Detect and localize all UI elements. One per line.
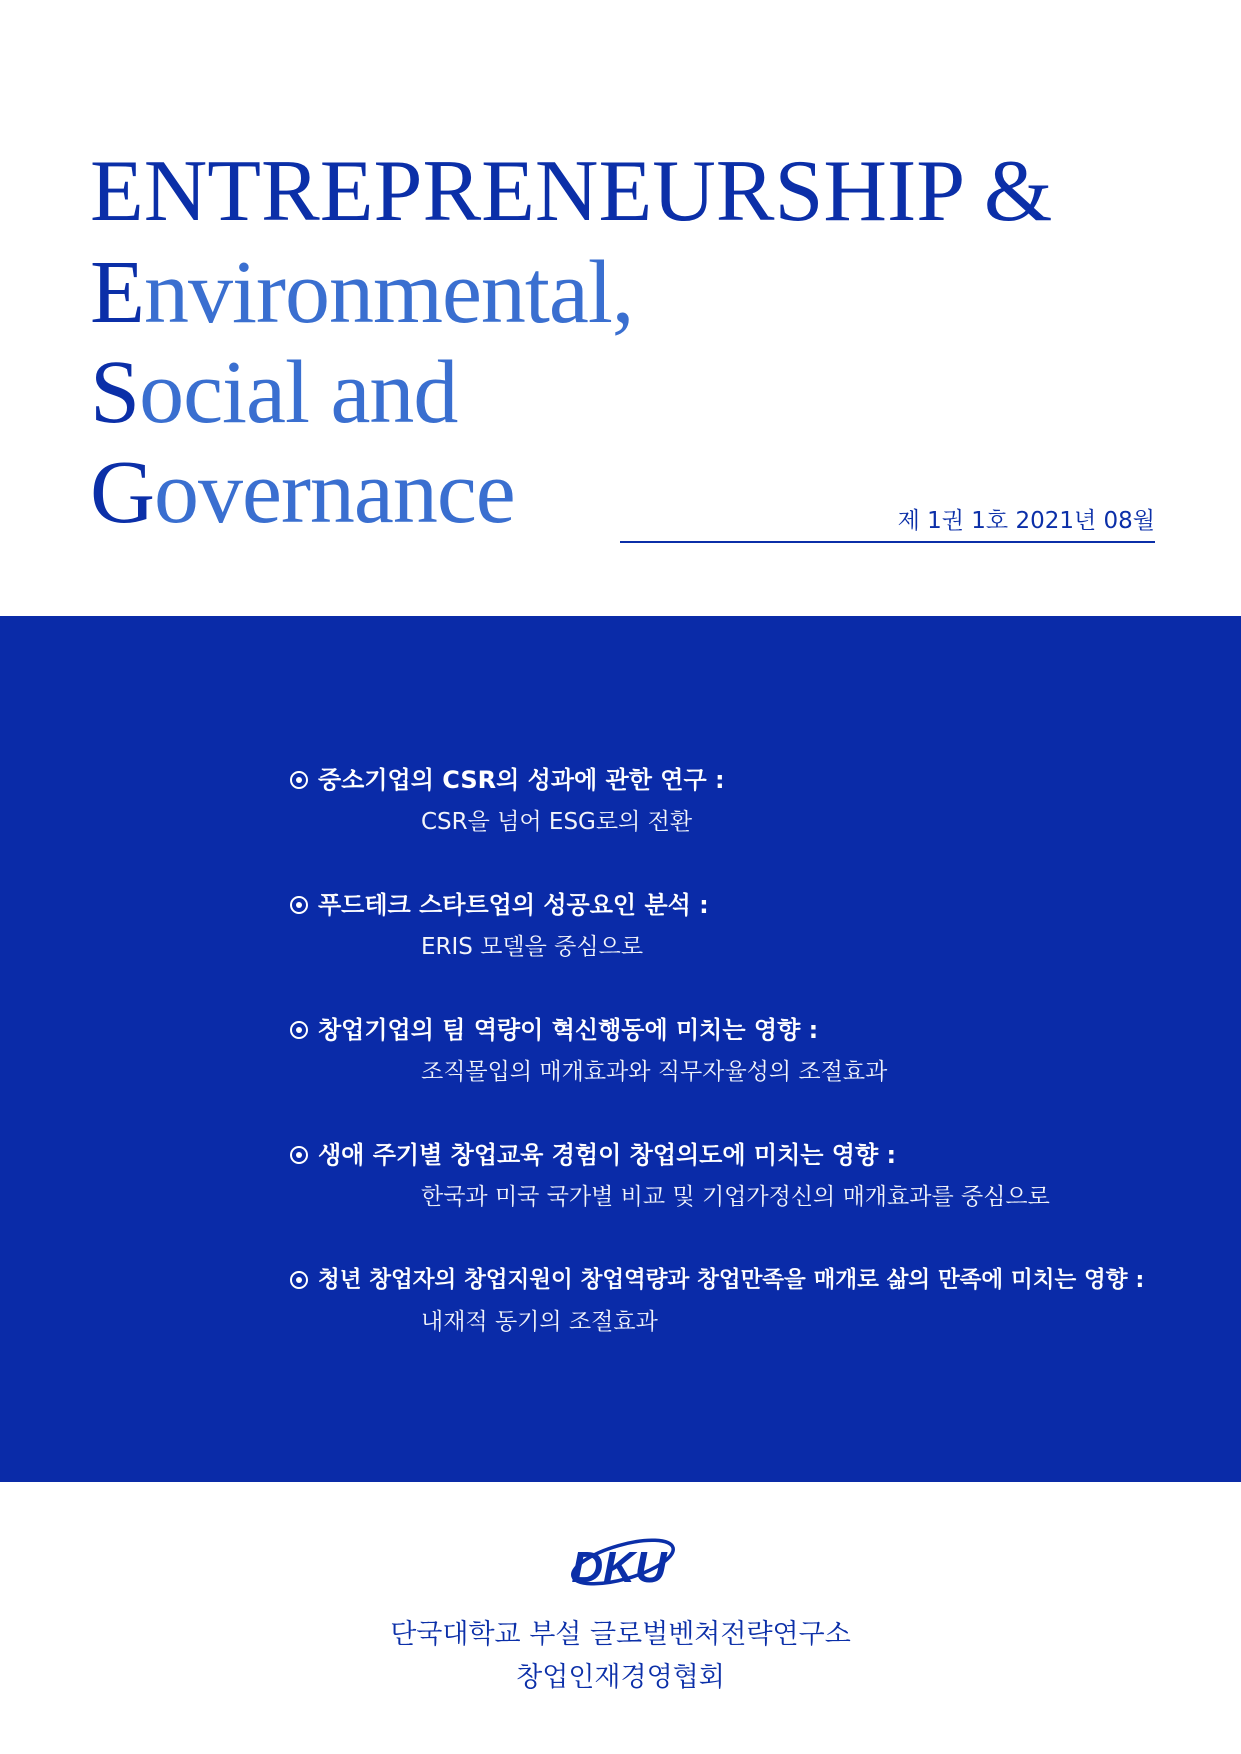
article-item: [290, 1013, 1210, 1087]
issue-info: 제 1권 1호 2021년 08월: [897, 508, 1155, 534]
circled-dot-icon: [290, 1271, 308, 1289]
circled-dot-icon: [290, 1146, 308, 1164]
article-subtitle: 한국과 미국 국가별 비교 및 기업가정신의 매개효과를 중심으로: [421, 1184, 1050, 1210]
title-initial-s: S: [90, 343, 140, 442]
title-initial-g: G: [90, 443, 154, 542]
title-line-environmental: [90, 243, 1052, 348]
article-subtitle: CSR을 넘어 ESG로의 전환: [421, 809, 693, 835]
publisher-association: 창업인재경영협회: [516, 1662, 725, 1693]
journal-title: [90, 143, 1053, 548]
logo-text: DKU: [571, 1543, 667, 1592]
title-initial-e: E: [90, 243, 144, 342]
article-item: [290, 1263, 1210, 1337]
article-subtitle: 조직몰입의 매개효과와 직무자율성의 조절효과: [421, 1059, 888, 1085]
title-rest-social: ocial and: [139, 343, 458, 442]
circled-dot-icon: [290, 1021, 308, 1039]
circled-dot-icon: [290, 896, 308, 914]
title-line-social: [90, 343, 1052, 448]
article-title: 창업기업의 팀 역량이 혁신행동에 미치는 영향 :: [318, 1016, 819, 1044]
title-rest-governance: overnance: [154, 443, 515, 542]
article-title: 중소기업의 CSR의 성과에 관한 연구 :: [318, 766, 725, 794]
article-title: 청년 창업자의 창업지원이 창업역량과 창업만족을 매개로 삶의 만족에 미치는 영향 :: [318, 1267, 1145, 1293]
dku-logo: [555, 1532, 685, 1600]
article-item: [290, 1138, 1210, 1212]
article-title: 푸드테크 스타트업의 성공요인 분석 :: [318, 891, 709, 919]
article-item: [290, 763, 1210, 837]
article-subtitle: 내재적 동기의 조절효과: [421, 1309, 658, 1335]
article-subtitle: ERIS 모델을 중심으로: [421, 934, 644, 960]
issue-divider: [620, 541, 1155, 543]
circled-dot-icon: [290, 771, 308, 789]
article-item: [290, 888, 1210, 962]
title-rest-environmental: nvironmental,: [143, 243, 634, 342]
publisher-institute: 단국대학교 부설 글로벌벤쳐전략연구소: [390, 1619, 851, 1650]
article-title: 생애 주기별 창업교육 경험이 창업의도에 미치는 영향 :: [318, 1141, 897, 1169]
title-line-entrepreneurship: ENTREPRENEURSHIP &: [90, 143, 1053, 240]
